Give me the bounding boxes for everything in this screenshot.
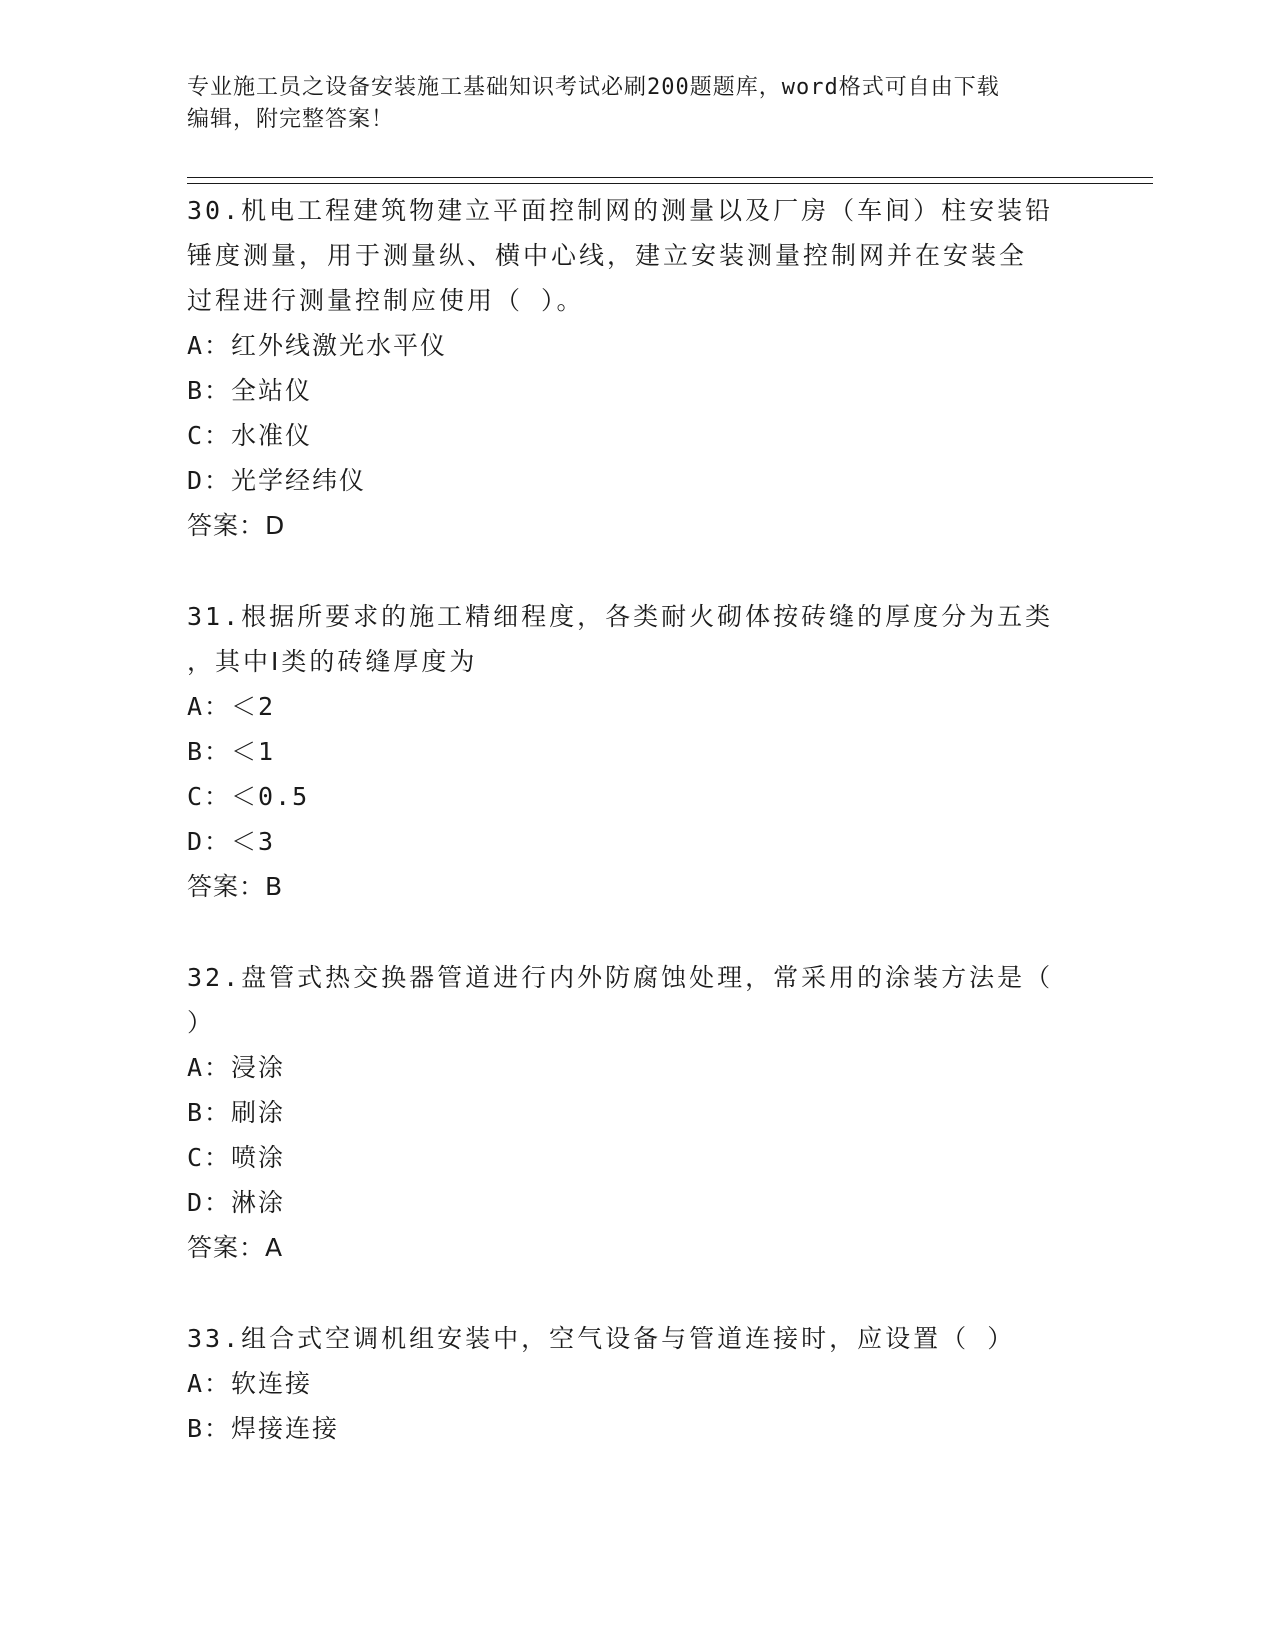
- header-rule-top: [187, 177, 1153, 178]
- question-list: [187, 188, 1087, 1497]
- option-c: C：＜0.5: [187, 782, 310, 811]
- question-text-line: 32.盘管式热交换器管道进行内外防腐蚀处理，常采用的涂装方法是（: [187, 963, 1054, 992]
- option-a: A：软连接: [187, 1369, 313, 1398]
- option-b: B：焊接连接: [187, 1414, 340, 1443]
- question-32: [187, 955, 1087, 1270]
- option-a: A：浸涂: [187, 1053, 286, 1082]
- option-b: B：刷涂: [187, 1098, 286, 1127]
- option-b: B：全站仪: [187, 376, 313, 405]
- option-b: B：＜1: [187, 737, 276, 766]
- question-30: [187, 188, 1087, 548]
- document-header: [187, 72, 1067, 136]
- answer: 答案：D: [187, 511, 286, 540]
- answer: 答案：A: [187, 1233, 284, 1262]
- question-text-line: 33.组合式空调机组安装中，空气设备与管道连接时，应设置（ ）: [187, 1324, 1016, 1353]
- question-text-line: 31.根据所要求的施工精细程度，各类耐火砌体按砖缝的厚度分为五类: [187, 602, 1054, 631]
- question-text-line: 30.机电工程建筑物建立平面控制网的测量以及厂房（车间）柱安装铅: [187, 196, 1054, 225]
- option-d: D：＜3: [187, 827, 276, 856]
- option-a: A：红外线激光水平仪: [187, 331, 448, 360]
- question-text-line: ，其中Ⅰ类的砖缝厚度为: [187, 647, 478, 676]
- option-a: A：＜2: [187, 692, 276, 721]
- header-line-1: 专业施工员之设备安装施工基础知识考试必刷200题题库，word格式可自由下载: [187, 75, 1000, 100]
- answer: 答案：B: [187, 872, 284, 901]
- option-d: D：光学经纬仪: [187, 466, 367, 495]
- option-c: C：水准仪: [187, 421, 313, 450]
- question-31: [187, 594, 1087, 909]
- question-text-line: ）: [187, 1008, 216, 1037]
- question-33: [187, 1316, 1087, 1451]
- question-text-line: 锤度测量，用于测量纵、横中心线，建立安装测量控制网并在安装全: [187, 241, 1028, 270]
- option-c: C：喷涂: [187, 1143, 286, 1172]
- question-text-line: 过程进行测量控制应使用（ ）。: [187, 286, 585, 315]
- header-line-2: 编辑，附完整答案！: [187, 107, 395, 132]
- option-d: D：淋涂: [187, 1188, 286, 1217]
- header-rule-bottom: [187, 183, 1153, 184]
